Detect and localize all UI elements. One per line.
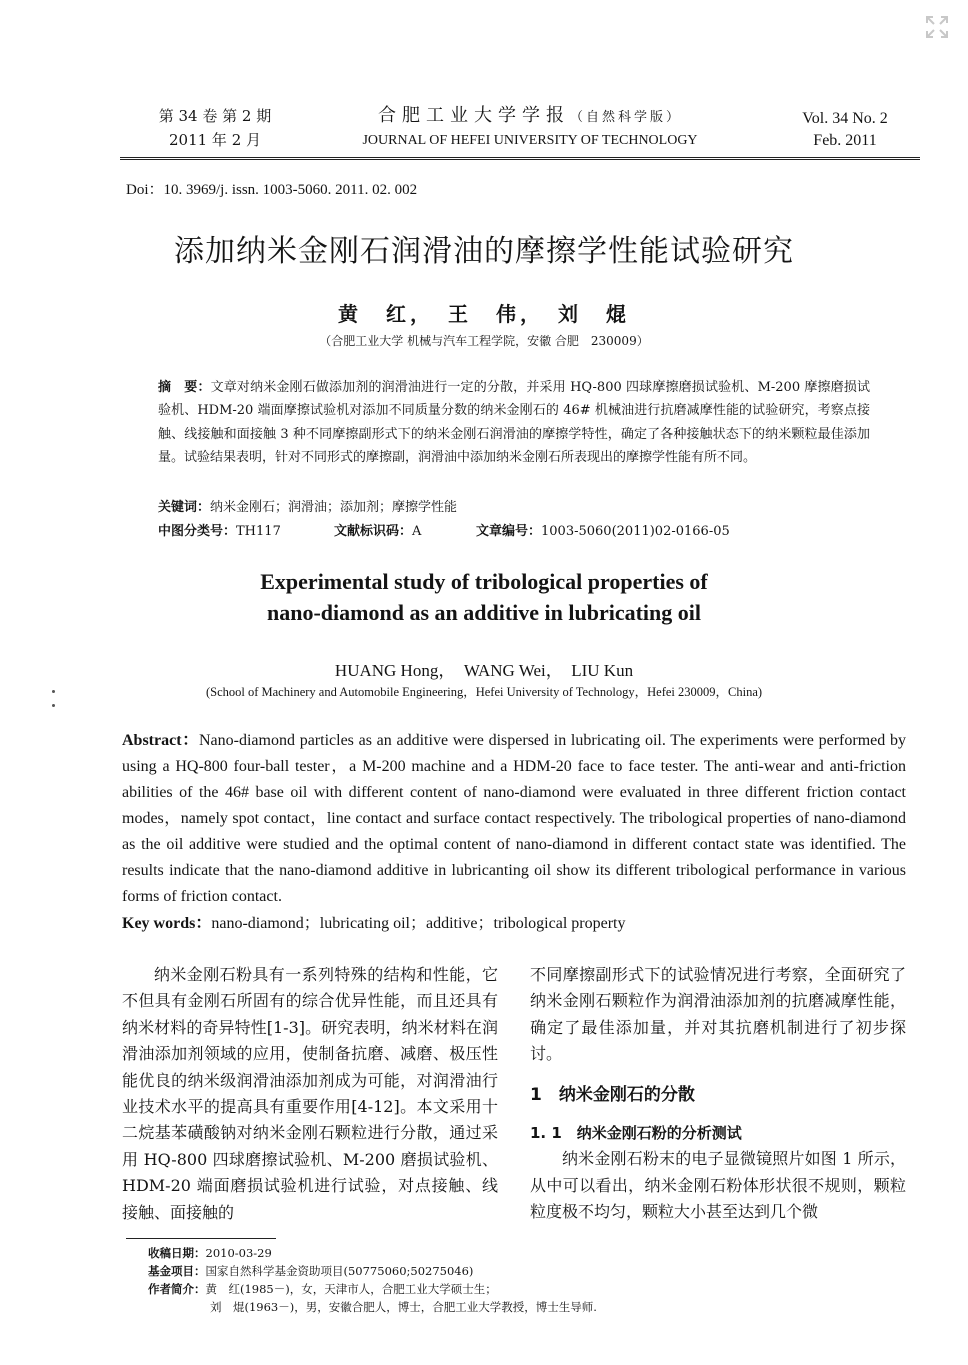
article-number	[476, 520, 730, 539]
body-column-right	[530, 962, 906, 1226]
clc-label: 中图分类号：	[158, 524, 237, 539]
volume-en: Vol. 34 No. 2	[802, 110, 888, 127]
abstract-en	[122, 728, 906, 910]
body-column-left	[122, 962, 498, 1226]
fund-value: 国家自然科学基金资助项目(50775060;50275046)	[205, 1264, 474, 1278]
journal-name-cn	[320, 104, 740, 130]
title-en-line2: nano-diamond as an additive in lubricating oil	[267, 600, 701, 625]
scan-speck	[52, 704, 55, 707]
title-cn: 添加纳米金刚石润滑油的摩擦学性能试验研究	[174, 234, 794, 269]
doc-code-value: A	[412, 524, 422, 539]
keywords-en	[122, 910, 906, 933]
intro-paragraph-continued: 不同摩擦副形式下的试验情况进行考察，全面研究了纳米金刚石颗粒作为润滑油添加剂的抗磨减摩性能，确定了最佳添加量，并对其抗磨机制进行了初步探讨。	[530, 965, 906, 1064]
journal-title-cn: 合肥工业大学学报	[377, 105, 570, 126]
date-en: Feb. 2011	[813, 132, 877, 149]
doc-code	[334, 520, 421, 539]
fund-project	[148, 1262, 848, 1280]
keywords-cn	[158, 496, 870, 515]
article-number-value: 1003-5060(2011)02-0166-05	[541, 524, 730, 539]
author-bio-label: 作者简介：	[148, 1282, 206, 1296]
section-heading-1: 1 纳米金刚石的分散	[530, 1084, 695, 1105]
date-cn: 2011 年 2 月	[168, 131, 262, 149]
author-bio-2: 刘 焜(1963－)，男，安徽合肥人，博士，合肥工业大学教授，博士生导师.	[210, 1300, 597, 1314]
journal-edition-cn: （自然科学版）	[569, 110, 682, 125]
doc-code-label: 文献标识码：	[334, 524, 413, 539]
doi: Doi：10. 3969/j. issn. 1003-5060. 2011. 02. 002	[126, 182, 418, 198]
header-rule	[120, 157, 920, 160]
footnote-rule	[126, 1238, 276, 1239]
keywords-cn-text: 纳米金刚石；润滑油；添加剂；摩擦学性能	[210, 500, 458, 515]
keywords-en-text: nano-diamond；lubricating oil；additive；tribological property	[211, 915, 626, 932]
abstract-en-text: Nano-diamond particles as an additive were dispersed in lubricating oil. The experiments were performed by using a HQ-800 four-ball tester，a M-200 machine and a HDM-20 face to face tester. The anti-wear and anti-friction abilities of the 46# base oil with different content of nano-diamond were evaluated in three different friction contact modes，namely spot contact，line contact and surface contact respectively. The tribological properties of nano-diamond as the oil additive were studied and the optimal content of nano-diamond in different contact state was identified. The results indicate that the nano-diamond additive in lubricanting oil show its different tribological performance in various forms of friction contact.	[122, 732, 906, 905]
affiliation-cn: （合肥工业大学 机械与汽车工程学院，安徽 合肥 230009）	[319, 334, 649, 348]
received-date	[148, 1244, 848, 1262]
keywords-en-label: Key words：	[122, 915, 212, 932]
abstract-cn	[158, 376, 870, 470]
keywords-cn-label: 关键词：	[158, 500, 211, 515]
authors-en: HUANG Hong， WANG Wei， LIU Kun	[334, 661, 634, 680]
clc-number	[158, 520, 281, 539]
received-label: 收稿日期：	[148, 1246, 206, 1260]
authors-cn: 黄 红， 王 伟， 刘 焜	[338, 302, 630, 326]
journal-name	[320, 104, 740, 152]
section-1-1-paragraph: 纳米金刚石粉末的电子显微镜照片如图 1 所示，从中可以看出，纳米金刚石粉体形状很不规则，颗粒粒度极不均匀，颗粒大小甚至达到几个微	[530, 1149, 906, 1222]
footnotes	[148, 1244, 848, 1316]
affiliation-en: (School of Machinery and Automobile Engineering，Hefei University of Technology，Hefei 230009，China)	[205, 685, 763, 699]
received-value: 2010-03-29	[205, 1246, 272, 1260]
journal-issue-cn	[140, 104, 290, 152]
abstract-cn-label: 摘 要：	[158, 380, 211, 395]
journal-name-en: JOURNAL OF HEFEI UNIVERSITY OF TECHNOLOGY	[362, 133, 698, 148]
fund-label: 基金项目：	[148, 1264, 206, 1278]
title-en-line1: Experimental study of tribological properties of	[260, 569, 708, 594]
author-bio-1-text: 黄 红(1985－)，女，天津市人，合肥工业大学硕士生；	[205, 1282, 497, 1296]
intro-paragraph: 纳米金刚石粉具有一系列特殊的结构和性能，它不但具有金刚石所固有的综合优异性能，而且还具有纳米材料的奇异特性[1-3]。研究表明，纳米材料在润滑油添加剂领域的应用，使制备抗磨、减磨、极压性能优良的纳米级润滑油添加剂成为可能，对润滑油行业技术水平的提高具有重要作用[4-12]。本文采用十二烷基苯磺酸钠对纳米金刚石颗粒进行分散，通过采用 HQ-800 四球磨擦试验机、M-200 磨损试验机、HDM-20 端面磨损试验机进行试验，对点接触、线接触、面接触的	[122, 965, 498, 1222]
scan-speck	[52, 690, 55, 693]
title-en	[100, 566, 868, 628]
volume-cn: 第 34 卷 第 2 期	[158, 107, 272, 125]
clc-value: TH117	[236, 524, 281, 539]
journal-issue-en	[770, 108, 920, 152]
abstract-cn-text: 文章对纳米金刚石做添加剂的润滑油进行一定的分散，并采用 HQ-800 四球摩擦磨损试验机、M-200 摩擦磨损试验机、HDM-20 端面摩擦试验机对添加不同质量分数的纳米金刚石的 46# 机械油进行抗磨减摩性能的试验研究，考察点接触、线接触和面接触 3 种不同摩擦副形式下的纳米金刚石润滑油的摩擦学特性，确定了各种接触状态下的纳米颗粒最佳添加量。试验结果表明，针对不同形式的摩擦副，润滑油中添加纳米金刚石所表现出的摩擦学性能有所不同。	[158, 380, 870, 466]
article-number-label: 文章编号：	[476, 524, 542, 539]
abstract-en-label: Abstract：	[122, 732, 199, 749]
section-heading-1-1: 1. 1 纳米金刚石粉的分析测试	[530, 1124, 742, 1143]
author-bio-1	[148, 1280, 848, 1298]
expand-icon[interactable]	[924, 14, 950, 40]
